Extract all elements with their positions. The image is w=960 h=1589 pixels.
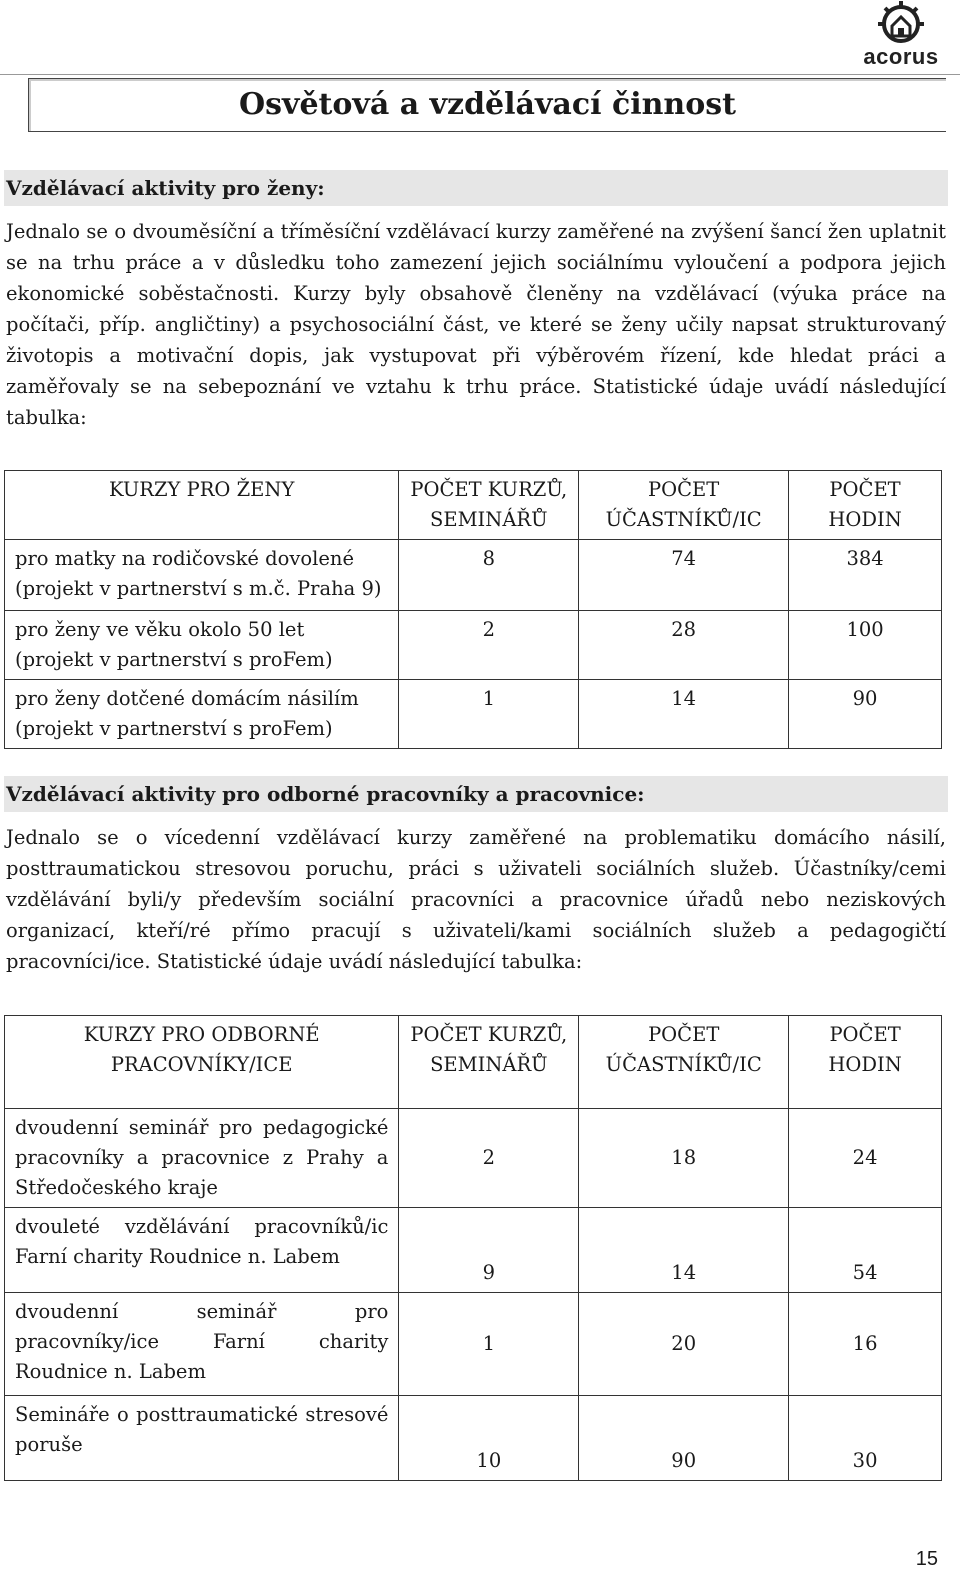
row-courses: 9 [399,1208,579,1293]
table-row [5,1109,942,1208]
title-box [28,78,946,132]
row-participants: 20 [579,1293,789,1396]
row-hours: 90 [789,680,942,749]
section-heading-professionals: Vzdělávací aktivity pro odborné pracovníky a pracovnice: [4,776,948,812]
row-participants: 18 [579,1109,789,1208]
row-hours: 16 [789,1293,942,1396]
row-name: dvoudenní seminář pro pedagogické pracovníky a pracovnice z Prahy a Středočeského kraje [5,1109,399,1208]
row-hours: 24 [789,1109,942,1208]
header-participants: POČET ÚČASTNÍKŮ/IC [579,471,789,540]
ship-wheel-house-icon [856,0,946,46]
table-professional-courses [4,1015,942,1481]
header-count: POČET KURZŮ, SEMINÁŘŮ [399,1016,579,1109]
row-name: pro matky na rodičovské dovolené (projekt v partnerství s m.č. Praha 9) [5,540,399,611]
table-row [5,1293,942,1396]
table-header-row [5,471,942,540]
section-heading-women: Vzdělávací aktivity pro ženy: [4,170,948,206]
row-courses: 10 [399,1396,579,1481]
header-hours: POČET HODIN [789,471,942,540]
row-courses: 8 [399,540,579,611]
acorus-logo [856,0,946,68]
section-paragraph-professionals: Jednalo se o vícedenní vzdělávací kurzy zaměřené na problematiku domácího násilí, posttraumatickou stresovou poruchu, práci s uživateli sociálních služeb. Účastníky/cemi vzdělávání byli/y především sociální pracovníci a pracovnice úřadů nebo neziskových organizací, kteří/ré přímo pracují s uživateli/kami sociálních služeb a pedagogičtí pracovníci/ice. Statistické údaje uvádí následující tabulka: [6,826,946,973]
row-participants: 14 [579,680,789,749]
table-row [5,1396,942,1481]
header-participants: POČET ÚČASTNÍKŮ/IC [579,1016,789,1109]
row-participants: 90 [579,1396,789,1481]
row-name: dvouleté vzdělávání pracovníků/ic Farní charity Roudnice n. Labem [5,1208,399,1293]
row-name: pro ženy ve věku okolo 50 let (projekt v partnerství s proFem) [5,611,399,680]
page-title: Osvětová a vzdělávací činnost [239,87,736,122]
row-hours: 100 [789,611,942,680]
table-row [5,540,942,611]
logo-text: acorus [863,44,939,69]
row-name: pro ženy dotčené domácím násilím (projekt v partnerství s proFem) [5,680,399,749]
row-participants: 74 [579,540,789,611]
table-row [5,611,942,680]
row-courses: 2 [399,611,579,680]
row-name: dvoudenní seminář pro pracovníky/ice Farní charity Roudnice n. Labem [5,1293,399,1396]
row-courses: 1 [399,680,579,749]
header-courses: KURZY PRO ODBORNÉ PRACOVNÍKY/ICE [5,1016,399,1109]
row-hours: 384 [789,540,942,611]
table-row [5,1208,942,1293]
row-courses: 1 [399,1293,579,1396]
row-participants: 14 [579,1208,789,1293]
table-header-row [5,1016,942,1109]
header-divider [0,74,960,75]
table-row [5,680,942,749]
row-courses: 2 [399,1109,579,1208]
row-participants: 28 [579,611,789,680]
page-number: 15 [915,1548,938,1570]
header-courses: KURZY PRO ŽENY [5,471,399,540]
header-count: POČET KURZŮ, SEMINÁŘŮ [399,471,579,540]
section-paragraph-women: Jednalo se o dvouměsíční a tříměsíční vzdělávací kurzy zaměřené na zvýšení šancí žen uplatnit se na trhu práce a v důsledku toho zamezení jejich sociálnímu vyloučení a podpora jejich ekonomické soběstačnosti. Kurzy byly obsahově členěny na vzdělávací (výuka práce na počítači, příp. angličtiny) a psychosociální část, ve které se ženy učily napsat strukturovaný životopis a motivační dopis, jak vystupovat při výběrovém řízení, kde hledat práci a zaměřovaly se na sebepoznání ve vztahu k trhu práce. Statistické údaje uvádí následující tabulka: [6,220,946,429]
header-hours: POČET HODIN [789,1016,942,1109]
row-hours: 30 [789,1396,942,1481]
table-women-courses [4,470,942,749]
row-name: Semináře o posttraumatické stresové poruše [5,1396,399,1481]
row-hours: 54 [789,1208,942,1293]
